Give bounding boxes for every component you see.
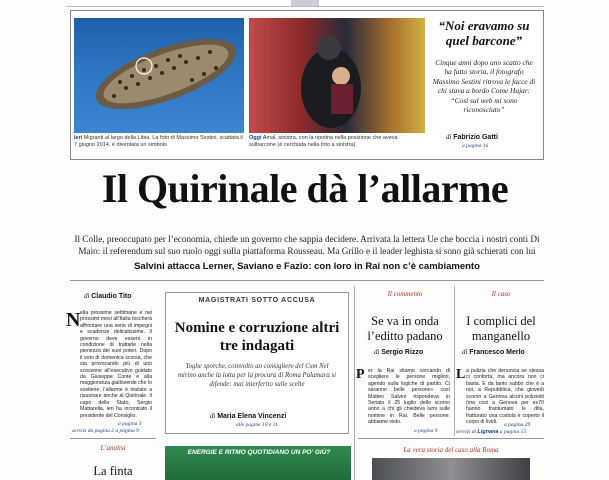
- col1-body: ella prossime settimane e nei prossimi mesi all’Italia toccherà affrontare una serie di impegni e scadenze delicatissime. Il governo deve essere in condizione di trattarle nella pienezza dei suoi poteri. Dopo il voto di domenica scorsa, che sta provocando più di uno scossone all’esecutivo guidato da Giuseppe Conte e alla maggioranza gialloverde che lo sostiene, l’allarme è iniziato a risuonare anche al Quirinale. Il capo dello Stato, Sergio Mattarella, ieri ha incontrato il presidente del Consiglio.: [80, 310, 152, 419]
- advertisement[interactable]: [165, 446, 351, 480]
- top-bar-tab: [291, 0, 319, 6]
- box-tag: MAGISTRATI SOTTO ACCUSA: [198, 297, 316, 304]
- col4-body: a polizia che denuncia se stessa ci conforta, ma ancora non ci basta. E da tanto sabbo che è a noi, a Repubblica, che giovedì scorso a Genova alcuni poliziotti (ma cosi a Genova per ex70 hanno frantumato le dita, fratturato una costola e coperto il corpo di lividi.: [466, 368, 544, 426]
- col3-label: Il commento: [387, 290, 423, 298]
- col4-byline: di Francesco Merlo: [462, 348, 525, 356]
- col3-dropcap: P: [356, 367, 365, 382]
- col1-byline: di Claudio Tito: [84, 292, 132, 300]
- section-divider: [70, 280, 544, 281]
- col1-ref[interactable]: a pagina 3: [118, 421, 142, 427]
- main-headline[interactable]: Il Quirinale dà l’allarme: [101, 166, 509, 211]
- col3-next-label: La vera storia del caso alla Roma: [403, 446, 499, 454]
- col4-title[interactable]: I complici del manganello: [466, 314, 536, 343]
- col1-dropcap: N: [66, 309, 81, 331]
- amal-portrait-photo: [249, 18, 425, 133]
- col4-dropcap: L: [456, 367, 466, 382]
- main-subhead[interactable]: Salvini attacca Lerner, Saviano e Fazio: con loro in Rai non c’è cambiamento: [134, 261, 480, 272]
- feature-quote-title[interactable]: “Noi eravamo su quel barcone”: [438, 18, 530, 48]
- feature-byline: di Fabrizio Gatti: [446, 133, 498, 141]
- magistrates-box: [165, 292, 349, 434]
- photo-caption-left: Ieri Migranti al largo della Libia. La foto di Massimo Sestini, scattata il 7 giugno 2014, è diventata un simbolo: [74, 135, 243, 148]
- col1-ref-services[interactable]: servizi da pagina 2 a pagina 9: [72, 428, 139, 434]
- photo-caption-right: Oggi Amal, sinistra, con la ripotina nella posizione che aveva sulbarcone (è cerchiata nella foto a sinistra): [249, 135, 398, 148]
- box-byline: di Maria Elena Vincenzi: [210, 412, 287, 420]
- col3-ref[interactable]: a pagina 9: [414, 428, 438, 434]
- box-ref[interactable]: alle pagine 10 e 11: [236, 422, 278, 428]
- migrant-boat-photo: [74, 18, 244, 133]
- col1-divider: [70, 438, 156, 439]
- col4-ref-services[interactable]: servizi di Lignana a pagina 15: [456, 429, 527, 435]
- top-bar: [66, 0, 544, 7]
- boat-image-icon: [74, 18, 244, 133]
- col4-ref[interactable]: a pagina 29: [504, 422, 531, 428]
- box-lede: Toghe sporche, coinvolto un consigliere del Csm Nel mirino anche la lotta per la procura di Roma Palamara si difende: mai interferito sulle scelte: [178, 363, 336, 388]
- col1-next-label: L’analisi: [100, 444, 126, 452]
- col1-next-title[interactable]: La finta: [93, 464, 133, 478]
- col4-label: Il caso: [491, 290, 511, 298]
- col3-title[interactable]: Se va in onda l’editto padano: [367, 314, 443, 343]
- col3-byline: di Sergio Rizzo: [374, 348, 424, 356]
- col3-body: er la Rai stiamo cercando di scegliere le persone migliori, agendo sulla logiche di partito. Ci saranno belle persone» così Matteo Salvini rispondeva in Senato il 25 luglio dello scorso anno a chi gli chiedeva lumi sulle nomine in Rai. Belle persone: abbiamo visto.: [368, 368, 450, 426]
- bottom-photo: [372, 458, 530, 480]
- col-divider-right: [454, 286, 455, 436]
- box-title[interactable]: Nomine e corruzione altri tre indagati: [174, 320, 340, 354]
- feature-quote-body: Cinque anni dopo uno scatto che ha fatto storia, il fotografo Massimo Sestini ritrova le facce di chi stava a bordo Come Hajar: “Così sul web mi sono riconosciuto”: [432, 58, 536, 115]
- col-divider-left: [354, 286, 355, 480]
- ad-text: ENERGIE E RITMO QUOTIDIANO UN PO’ GIÙ?: [187, 449, 331, 456]
- portrait-image-icon: [249, 18, 425, 133]
- main-summary: Il Colle, preoccupato per l’economia, chiede un governo che sappia decidere. Arrivata la lettera Ue che boccia i nostri conti Di Maio: il referendum sul suo ruolo oggi sulla piattaforma Rousseau. Ma Grillo e il leader leghista si sono già schierati con lui: [74, 234, 540, 256]
- feature-page-ref[interactable]: a pagina 16: [462, 143, 489, 149]
- col3-divider: [358, 438, 544, 439]
